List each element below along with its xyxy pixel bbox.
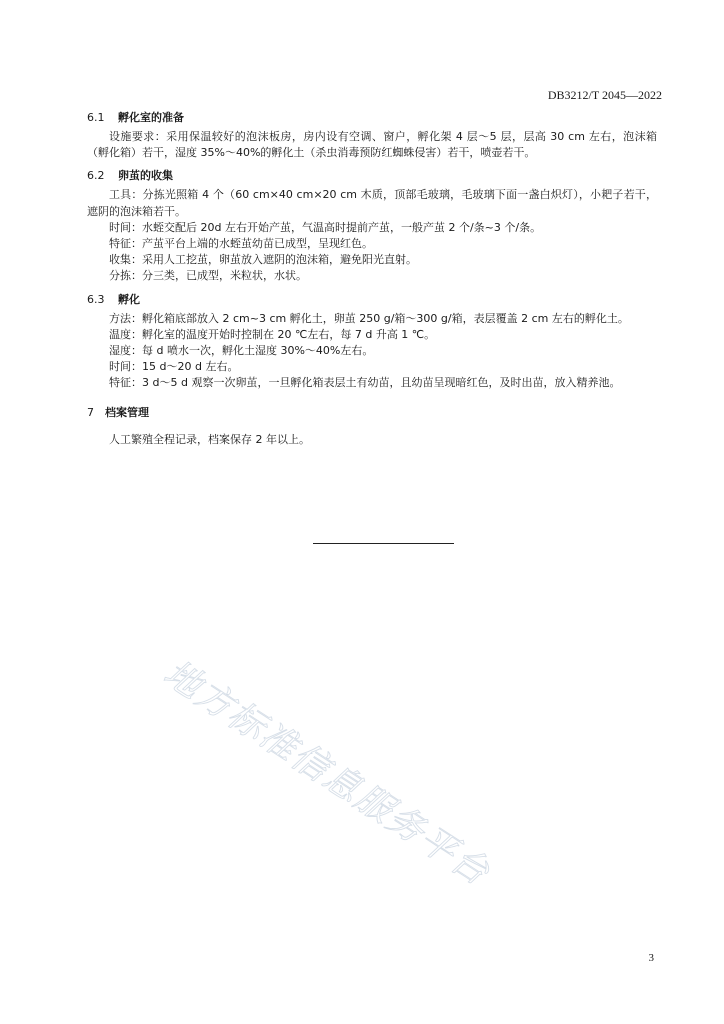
section-number: 6.2 [87, 169, 105, 183]
section-heading-6-1 [87, 107, 657, 129]
paragraph-temperature: 温度：孵化室的温度开始时控制在 20 ℃左右，每 7 d 升高 1 ℃。 [109, 327, 436, 341]
page-number: 3 [648, 952, 654, 964]
document-body [87, 107, 657, 448]
paragraph-method: 方法：孵化箱底部放入 2 cm~3 cm 孵化土，卵茧 250 g/箱～300 g/箱，表层覆盖 2 cm 左右的孵化土。 [109, 311, 629, 325]
paragraph-collection: 收集：采用人工挖茧，卵茧放入遮阴的泡沫箱，避免阳光直射。 [109, 253, 417, 267]
section-number: 6.1 [87, 111, 105, 124]
section-number: 7 [87, 405, 94, 419]
paragraph-hatch-features: 特征：3 d～5 d 观察一次卵茧，一旦孵化箱表层土有幼苗，且幼苗呈现暗红色，及时出苗，放入精养池。 [109, 376, 621, 390]
section-heading-6-3 [87, 289, 657, 311]
end-of-text-line [313, 543, 454, 544]
document-code: DB3212/T 2045—2022 [547, 88, 662, 102]
paragraph-features: 特征：产茧平台上端的水蛭茧幼苗已成型，呈现红色。 [109, 237, 373, 251]
section-heading-7 [87, 402, 657, 424]
section-title: 孵化室的准备 [118, 111, 184, 124]
section-title: 卵茧的收集 [118, 169, 173, 183]
section-heading-6-2 [87, 165, 657, 187]
section-number: 6.3 [87, 292, 105, 306]
paragraph-facility-requirements: 设施要求：采用保温较好的泡沫板房，房内设有空调、窗户，孵化架 4 层～5 层，层高 30 cm 左右，泡沫箱（孵化箱）若干，湿度 35%～40%的孵化土（杀虫消毒预防红蜘蛛侵害）若干，喷壶若干。 [87, 130, 657, 160]
section-title: 孵化 [118, 292, 140, 306]
paragraph-records: 人工繁殖全程记录，档案保存 2 年以上。 [109, 432, 310, 446]
paragraph-time: 时间：水蛭交配后 20d 左右开始产茧，气温高时提前产茧，一般产茧 2 个/条~3 个/条。 [109, 220, 542, 234]
paragraph-tools: 工具：分拣光照箱 4 个（60 cm×40 cm×20 cm 木质，顶部毛玻璃，毛玻璃下面一盏白炽灯），小耙子若干，遮阴的泡沫箱若干。 [87, 188, 657, 218]
watermark-text: 地方标准信息服务平台 [156, 652, 498, 895]
paragraph-duration: 时间：15 d～20 d 左右。 [109, 360, 239, 374]
paragraph-humidity: 湿度：每 d 喷水一次，孵化土湿度 30%～40%左右。 [109, 344, 374, 358]
section-title: 档案管理 [105, 405, 149, 419]
paragraph-sorting: 分拣：分三类，已成型，米粒状，水状。 [109, 269, 307, 283]
